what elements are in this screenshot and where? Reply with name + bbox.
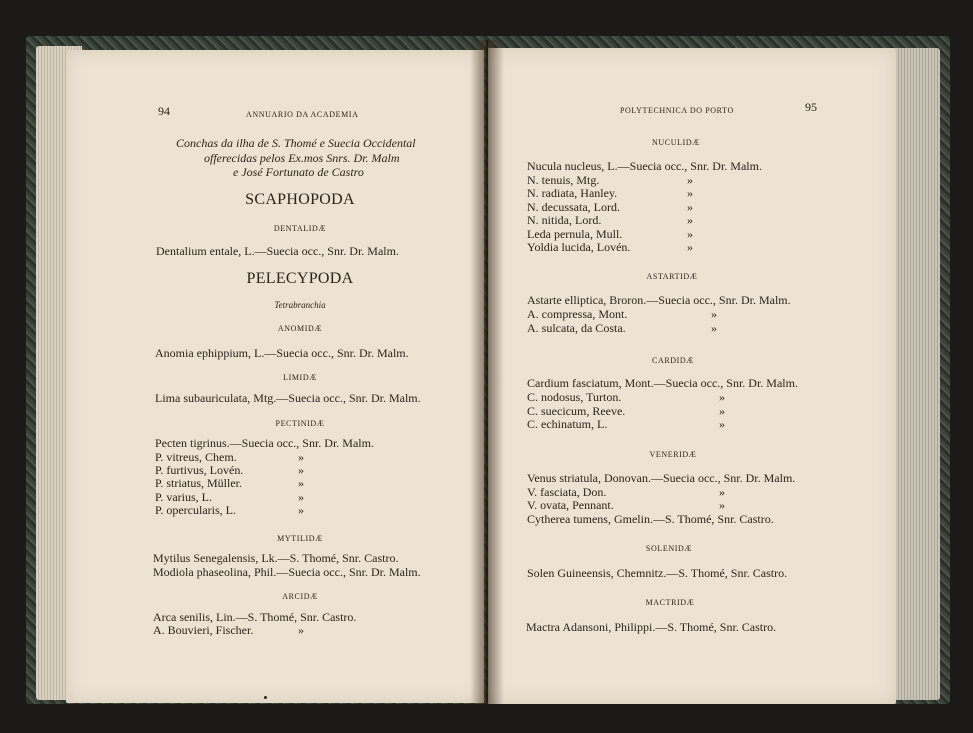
ditto-mark: » bbox=[719, 485, 725, 499]
species-entry: Nucula nucleus, L.—Suecia occ., Snr. Dr. Malm. bbox=[527, 159, 762, 173]
family-heading-dentalidae: DENTALIDÆ bbox=[273, 224, 327, 233]
species-entry: P. varius, L. bbox=[155, 490, 212, 504]
species-entry: Modiola phaseolina, Phil.—Suecia occ., Snr. Dr. Malm. bbox=[153, 565, 421, 579]
intro-line: Conchas da ilha de S. Thomé e Suecia Occidental bbox=[176, 136, 416, 150]
species-entry: V. fasciata, Don. bbox=[527, 485, 607, 499]
species-entry: Solen Guineensis, Chemnitz.—S. Thomé, Snr. Castro. bbox=[527, 566, 788, 580]
species-entry: N. decussata, Lord. bbox=[527, 200, 620, 214]
subclass-heading: Tetrabranchia bbox=[274, 300, 326, 310]
left-running-head: ANNUARIO DA ACADEMIA bbox=[246, 110, 359, 119]
ditto-mark: » bbox=[687, 173, 693, 187]
species-entry: Yoldia lucida, Lovén. bbox=[527, 240, 631, 254]
page-edges-right bbox=[890, 48, 940, 700]
species-entry: P. furtivus, Lovén. bbox=[155, 463, 244, 477]
right-running-head: POLYTECHNICA DO PORTO bbox=[620, 106, 734, 115]
species-entry: Cytherea tumens, Gmelin.—S. Thomé, Snr. Castro. bbox=[527, 512, 774, 526]
ditto-mark: » bbox=[687, 186, 693, 200]
family-heading-anomidae: ANOMIDÆ bbox=[277, 324, 323, 333]
species-entry: N. nitida, Lord. bbox=[527, 213, 602, 227]
family-heading-veneridae: VENERIDÆ bbox=[649, 450, 697, 459]
ditto-mark: » bbox=[687, 227, 693, 241]
ditto-mark: » bbox=[298, 503, 304, 517]
ditto-mark: » bbox=[298, 490, 304, 504]
species-entry: Anomia ephippium, L.—Suecia occ., Snr. Dr. Malm. bbox=[155, 346, 409, 360]
family-heading-arcidae: ARCIDÆ bbox=[282, 592, 318, 601]
family-heading-mactridae: MACTRIDÆ bbox=[645, 598, 695, 607]
species-entry: V. ovata, Pennant. bbox=[527, 498, 614, 512]
ditto-mark: » bbox=[298, 450, 304, 464]
intro-line: e José Fortunato de Castro bbox=[233, 165, 364, 179]
ink-speck bbox=[264, 696, 267, 699]
family-heading-solenidae: SOLENIDÆ bbox=[645, 544, 693, 553]
species-entry: A. Bouvieri, Fischer. bbox=[153, 623, 254, 637]
family-heading-limidae: LIMIDÆ bbox=[283, 373, 317, 382]
species-entry: Pecten tigrinus.—Suecia occ., Snr. Dr. Malm. bbox=[155, 436, 374, 450]
species-entry: A. compressa, Mont. bbox=[527, 307, 628, 321]
species-entry: Lima subauriculata, Mtg.—Suecia occ., Snr. Dr. Malm. bbox=[155, 391, 421, 405]
right-page-number: 95 bbox=[805, 100, 817, 114]
species-entry: C. echinatum, L. bbox=[527, 417, 608, 431]
species-entry: Leda pernula, Mull. bbox=[527, 227, 623, 241]
book-gutter bbox=[470, 40, 504, 704]
species-entry: Mytilus Senegalensis, Lk.—S. Thomé, Snr. Castro. bbox=[153, 551, 399, 565]
ditto-mark: » bbox=[719, 498, 725, 512]
species-entry: Venus striatula, Donovan.—Suecia occ., Snr. Dr. Malm. bbox=[527, 471, 796, 485]
species-entry: Mactra Adansoni, Philippi.—S. Thomé, Snr. Castro. bbox=[526, 620, 777, 634]
ditto-mark: » bbox=[298, 476, 304, 490]
ditto-mark: » bbox=[687, 200, 693, 214]
species-entry: C. suecicum, Reeve. bbox=[527, 404, 626, 418]
species-entry: Astarte elliptica, Broron.—Suecia occ., Snr. Dr. Malm. bbox=[527, 293, 791, 307]
class-heading-scaphopoda: SCAPHOPODA bbox=[245, 191, 355, 208]
family-heading-nuculidae: NUCULIDÆ bbox=[652, 138, 700, 147]
ditto-mark: » bbox=[687, 240, 693, 254]
ditto-mark: » bbox=[719, 417, 725, 431]
family-heading-mytilidae: MYTILIDÆ bbox=[277, 534, 323, 543]
family-heading-astartidae: ASTARTIDÆ bbox=[646, 272, 698, 281]
family-heading-pectinidae: PECTINIDÆ bbox=[275, 419, 325, 428]
species-entry: C. nodosus, Turton. bbox=[527, 390, 622, 404]
ditto-mark: » bbox=[687, 213, 693, 227]
species-entry: N. radiata, Hanley. bbox=[527, 186, 618, 200]
species-entry: Cardium fasciatum, Mont.—Suecia occ., Snr. Dr. Malm. bbox=[527, 376, 798, 390]
ditto-mark: » bbox=[298, 463, 304, 477]
ditto-mark: » bbox=[719, 390, 725, 404]
left-page-number: 94 bbox=[158, 104, 170, 118]
species-entry: P. vitreus, Chem. bbox=[155, 450, 237, 464]
species-entry: P. striatus, Müller. bbox=[155, 476, 243, 490]
species-entry: A. sulcata, da Costa. bbox=[527, 321, 626, 335]
class-heading-pelecypoda: PELECYPODA bbox=[246, 270, 354, 287]
species-entry: P. opercularis, L. bbox=[155, 503, 236, 517]
family-heading-cardidae: CARDIDÆ bbox=[652, 356, 694, 365]
ditto-mark: » bbox=[711, 321, 717, 335]
species-entry: N. tenuis, Mtg. bbox=[527, 173, 600, 187]
intro-line: offerecidas pelos Ex.mos Snrs. Dr. Malm bbox=[204, 151, 400, 165]
ditto-mark: » bbox=[298, 623, 304, 637]
ditto-mark: » bbox=[711, 307, 717, 321]
ditto-mark: » bbox=[719, 404, 725, 418]
species-entry: Arca senilis, Lin.—S. Thomé, Snr. Castro. bbox=[153, 610, 357, 624]
species-entry: Dentalium entale, L.—Suecia occ., Snr. Dr. Malm. bbox=[156, 244, 399, 258]
